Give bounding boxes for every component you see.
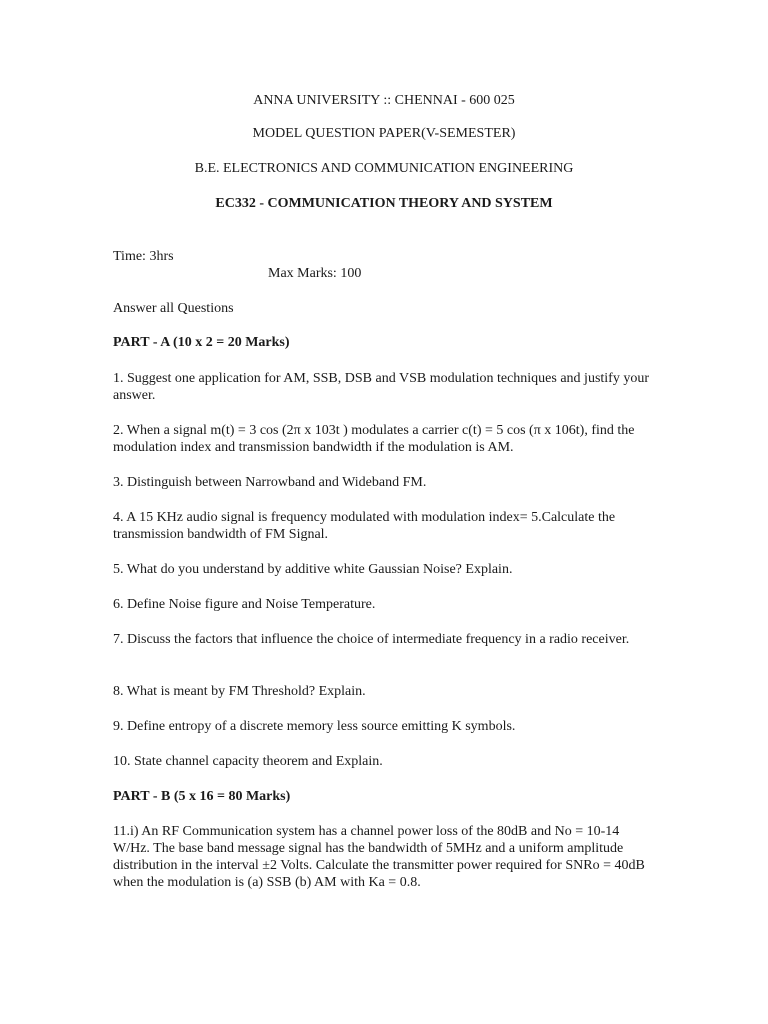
- question-3: 3. Distinguish between Narrowband and Wideband FM.: [113, 475, 427, 490]
- part-a-heading: PART - A (10 x 2 = 20 Marks): [113, 335, 290, 350]
- question-5: 5. What do you understand by additive white Gaussian Noise? Explain.: [113, 562, 513, 577]
- exam-time: Time: 3hrs: [113, 249, 174, 264]
- question-1: 1. Suggest one application for AM, SSB, DSB and VSB modulation techniques and justify your answer.: [113, 371, 649, 403]
- question-6: 6. Define Noise figure and Noise Temperature.: [113, 597, 376, 612]
- course-title: EC332 - COMMUNICATION THEORY AND SYSTEM: [215, 196, 553, 211]
- part-b-heading: PART - B (5 x 16 = 80 Marks): [113, 789, 291, 804]
- question-8: 8. What is meant by FM Threshold? Explain.: [113, 684, 366, 699]
- question-7: 7. Discuss the factors that influence the choice of intermediate frequency in a radio receiver.: [113, 632, 630, 647]
- question-10: 10. State channel capacity theorem and Explain.: [113, 754, 383, 769]
- question-9: 9. Define entropy of a discrete memory less source emitting K symbols.: [113, 719, 516, 734]
- instruction: Answer all Questions: [113, 301, 234, 316]
- question-2: 2. When a signal m(t) = 3 cos (2π x 103t ) modulates a carrier c(t) = 5 cos (π x 106t), find the modulation index and transmission bandwidth if the modulation is AM.: [113, 423, 635, 455]
- program-name: B.E. ELECTRONICS AND COMMUNICATION ENGINEERING: [194, 161, 574, 176]
- university-title: ANNA UNIVERSITY :: CHENNAI - 600 025: [253, 93, 515, 108]
- max-marks: Max Marks: 100: [268, 266, 362, 281]
- paper-type: MODEL QUESTION PAPER(V-SEMESTER): [252, 126, 516, 141]
- question-11-i: 11.i) An RF Communication system has a channel power loss of the 80dB and No = 10-14 W/Hz. The base band message signal has the bandwidth of 5MHz and a uniform amplitude distribution in the interval ±2 Volts. Calculate the transmitter power required for SNRo = 40dB when the modulation is (a) SSB (b) AM with Ka = 0.8.: [113, 824, 645, 890]
- question-4: 4. A 15 KHz audio signal is frequency modulated with modulation index= 5.Calculate the transmission bandwidth of FM Signal.: [113, 510, 616, 542]
